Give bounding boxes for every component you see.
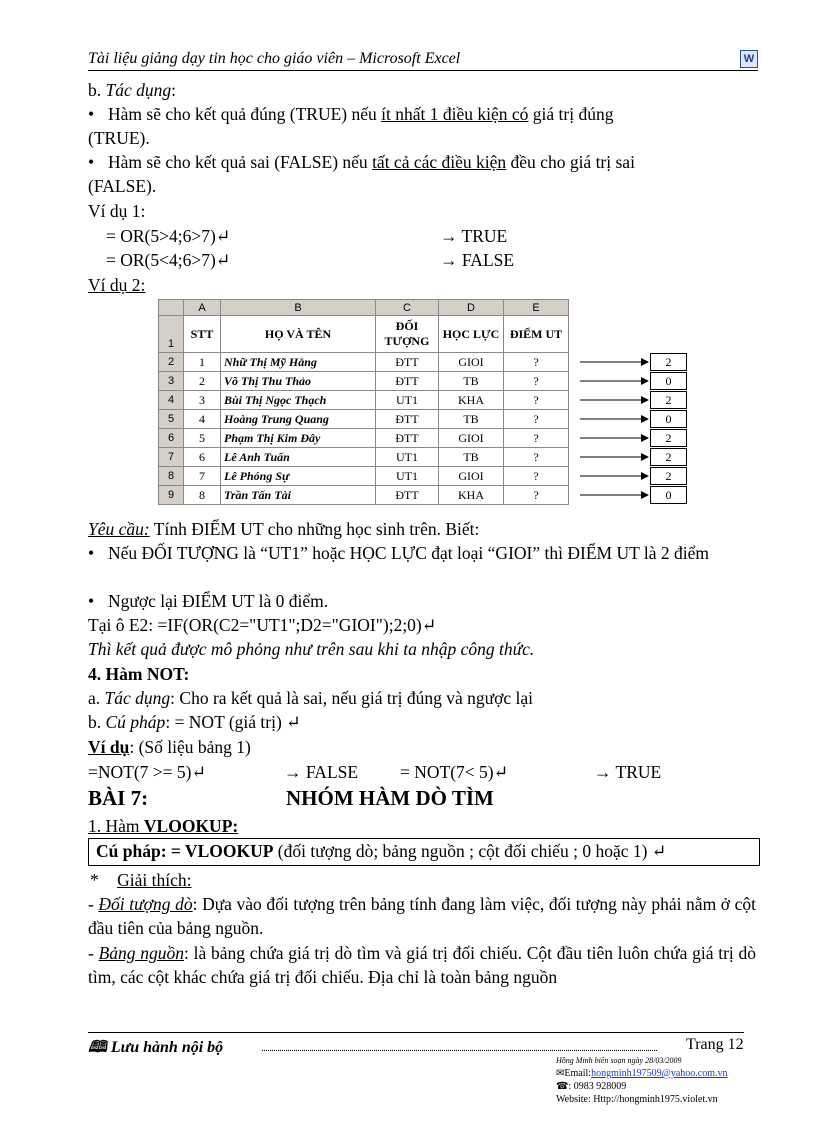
page-header-title: Tài liệu giảng dạy tin học cho giáo viên – Microsoft Excel: [88, 50, 461, 67]
syntax-rest: (đối tượng dò; bảng nguồn ; cột đối chiếu ; 0 hoặc 1) ↵: [273, 841, 667, 861]
cell-diemut: ?: [504, 448, 569, 467]
para-bangnguon: [88, 941, 756, 989]
footer-left-text: Lưu hành nội bộ: [110, 1039, 224, 1056]
a-label: a.: [88, 688, 101, 708]
vidu-line: [88, 735, 251, 759]
cell-hocluc: KHA: [439, 391, 504, 410]
row-number: 7: [159, 448, 184, 467]
vlookup-heading: [88, 814, 238, 838]
bullet2-pre: Hàm sẽ cho kết quả sai (FALSE) nếu: [108, 152, 373, 172]
cell-stt: 2: [184, 372, 221, 391]
book-icon: 🕮: [88, 1039, 107, 1056]
cell-hocluc: GIOI: [439, 467, 504, 486]
footer-dots: [262, 1040, 657, 1051]
a-tacdung: Tác dụng: [104, 688, 171, 708]
result-box: 2: [650, 391, 687, 409]
cell-diemut: ?: [504, 429, 569, 448]
cell-stt: 1: [184, 353, 221, 372]
dash: -: [88, 943, 99, 963]
p2-label: Bảng nguồn: [98, 943, 185, 963]
bullet-dot: •: [88, 543, 95, 563]
cell-doituong: ĐTT: [376, 353, 439, 372]
syntax-line: [96, 839, 666, 863]
bai7-label: BÀI 7:: [88, 786, 149, 810]
row-number: 5: [159, 410, 184, 429]
cell-diemut: ?: [504, 486, 569, 505]
yeucau-text: Tính ĐIỂM UT cho những học sinh trên. Biết:: [149, 519, 480, 539]
p1-label: Đối tượng dò: [98, 894, 193, 914]
col-header-a: A: [184, 300, 221, 316]
cell-stt: 7: [184, 467, 221, 486]
cell-hocluc: GIOI: [439, 353, 504, 372]
footer-website[interactable]: Website: Http://hongminh1975.violet.vn: [556, 1094, 718, 1105]
vidu2-label: Ví dụ 2:: [88, 275, 146, 295]
col-header-b: B: [221, 300, 376, 316]
para-doituongdo: [88, 892, 756, 940]
header-stt: STT: [184, 316, 221, 353]
not-a-line: [88, 686, 533, 710]
word-icon: W: [740, 50, 758, 68]
result-box: 0: [650, 486, 687, 504]
note-line: Thì kết quả được mô phỏng như trên sau khi ta nhập công thức.: [88, 639, 535, 659]
vidu-text: : (Số liệu bảng 1): [129, 737, 251, 757]
syntax-bold: Cú pháp: = VLOOKUP: [96, 841, 274, 861]
ex1-result: → TRUE: [440, 226, 508, 246]
result-box: 0: [650, 410, 687, 428]
giaithich-star: *: [90, 870, 99, 890]
cell-hocluc: TB: [439, 410, 504, 429]
footer-phone-line: [556, 1081, 626, 1092]
cell-diemut: ?: [504, 372, 569, 391]
cell-stt: 3: [184, 391, 221, 410]
result-box: 2: [650, 353, 687, 371]
row-number: 6: [159, 429, 184, 448]
row-number: 1: [159, 316, 184, 353]
result-box: 0: [650, 372, 687, 390]
result-box: 2: [650, 448, 687, 466]
cell-name: Trần Tấn Tài: [221, 486, 376, 505]
vidu1-label: Ví dụ 1:: [88, 201, 146, 221]
cell-name: Bùi Thị Ngọc Thạch: [221, 391, 376, 410]
email-label: Email:: [564, 1068, 592, 1079]
giaithich-label: Giải thích:: [117, 870, 192, 890]
cell-name: Lê Phóng Sự: [221, 467, 376, 486]
bullet2-cont: (FALSE).: [88, 176, 157, 196]
bullet1-underlined: ít nhất 1 điều kiện có: [381, 104, 529, 124]
cell-doituong: UT1: [376, 448, 439, 467]
cell-hocluc: GIOI: [439, 429, 504, 448]
cell-name: Lê Anh Tuấn: [221, 448, 376, 467]
not2-result: → TRUE: [594, 762, 662, 782]
header-doituong: ĐỐI TƯỢNG: [376, 316, 439, 353]
giaithich-line: [90, 868, 191, 892]
cell-name: Phạm Thị Kim Đây: [221, 429, 376, 448]
col-header-e: E: [504, 300, 569, 316]
bai7-title: NHÓM HÀM DÒ TÌM: [286, 786, 494, 810]
cond1-text: Nếu ĐỐI TƯỢNG là “UT1” hoặc HỌC LỰC đạt loại “GIOI” thì ĐIỂM UT là 2 điểm: [108, 543, 709, 563]
page-number: Trang 12: [686, 1036, 744, 1053]
phone-icon: ☎: [556, 1081, 569, 1092]
footer-credit: Hồng Minh biên soạn ngày 28/03/2009: [556, 1056, 682, 1065]
cell-diemut: ?: [504, 391, 569, 410]
cell-hocluc: TB: [439, 372, 504, 391]
header-diemut: ĐIỂM UT: [504, 316, 569, 353]
vidu-label: Ví dụ: [88, 737, 130, 757]
cell-name: Hoàng Trung Quang: [221, 410, 376, 429]
result-box: 2: [650, 429, 687, 447]
not1-result: → FALSE: [284, 762, 359, 782]
cell-name: Võ Thị Thu Thảo: [221, 372, 376, 391]
ex2-formula: = OR(5<4;6>7)↵: [106, 250, 231, 270]
cell-stt: 4: [184, 410, 221, 429]
cell-stt: 5: [184, 429, 221, 448]
ex2-result: → FALSE: [440, 250, 515, 270]
cond2-text: Ngược lại ĐIỂM UT là 0 điểm.: [108, 591, 329, 611]
cell-stt: 6: [184, 448, 221, 467]
b-colon: :: [171, 80, 176, 100]
cell-hocluc: KHA: [439, 486, 504, 505]
bullet1-cont: (TRUE).: [88, 128, 150, 148]
ex1-formula: = OR(5>4;6>7)↵: [106, 226, 231, 246]
bullet1-pre: Hàm sẽ cho kết quả đúng (TRUE) nếu: [108, 104, 382, 124]
row-number: 2: [159, 353, 184, 372]
col-header-d: D: [439, 300, 504, 316]
condition-1: [88, 541, 758, 565]
cell-diemut: ?: [504, 467, 569, 486]
cell-diemut: ?: [504, 410, 569, 429]
cell-doituong: ĐTT: [376, 486, 439, 505]
cell-hocluc: TB: [439, 448, 504, 467]
cell-doituong: UT1: [376, 391, 439, 410]
row-number: 8: [159, 467, 184, 486]
a-text: : Cho ra kết quả là sai, nếu giá trị đúng và ngược lại: [170, 688, 533, 708]
bullet1-post: giá trị đúng: [528, 104, 614, 124]
row-number: 3: [159, 372, 184, 391]
b-label: b.: [88, 80, 102, 100]
ham-not-title: 4. Hàm NOT:: [88, 664, 190, 684]
yeucau-label: Yêu cầu:: [88, 519, 150, 539]
cell-diemut: ?: [504, 353, 569, 372]
cell-name: Nhữ Thị Mỹ Hằng: [221, 353, 376, 372]
vlookup-pre: 1. Hàm: [88, 816, 144, 836]
condition-2: [88, 589, 328, 613]
not2: = NOT(7< 5)↵: [400, 762, 509, 782]
mail-icon: ✉: [556, 1068, 565, 1079]
bullet-dot: •: [88, 591, 95, 611]
b-cuphap: Cú pháp: [105, 712, 166, 732]
footer-email-line: [556, 1068, 727, 1079]
col-header-c: C: [376, 300, 439, 316]
formula-line: Tại ô E2: =IF(OR(C2="UT1";D2="GIOI");2;0)↵: [88, 615, 437, 635]
phone-number: : 0983 928009: [568, 1081, 627, 1092]
header-hocluc: HỌC LỰC: [439, 316, 504, 353]
header-name: HỌ VÀ TÊN: [221, 316, 376, 353]
b-text: : = NOT (giá trị) ↵: [165, 712, 301, 732]
row-number: 4: [159, 391, 184, 410]
bullet2-post: đều cho giá trị sai: [506, 152, 635, 172]
not1: =NOT(7 >= 5)↵: [88, 762, 207, 782]
not-b-line: [88, 710, 301, 734]
b-label: b.: [88, 712, 102, 732]
footer-left: [88, 1036, 223, 1063]
p1-text: : Dựa vào đối tượng trên bảng tính đang làm việc, đối tượng này phải nằm ở cột đầu tiên của bảng nguồn.: [88, 894, 756, 938]
bullet2-underlined: tất cả các điều kiện: [372, 152, 507, 172]
dash: -: [88, 894, 99, 914]
cell-doituong: UT1: [376, 467, 439, 486]
bullet-dot: •: [88, 104, 95, 124]
b-tacdung: Tác dụng: [105, 80, 172, 100]
footer-divider: [88, 1032, 744, 1033]
bullet-dot: •: [88, 152, 95, 172]
result-box: 2: [650, 467, 687, 485]
cell-stt: 8: [184, 486, 221, 505]
cell-doituong: ĐTT: [376, 429, 439, 448]
email-link[interactable]: hongminh197509@yahoo.com.vn: [591, 1068, 728, 1079]
cell-doituong: ĐTT: [376, 410, 439, 429]
row-number: 9: [159, 486, 184, 505]
vlookup-bold: VLOOKUP:: [143, 816, 239, 836]
p2-text: : là bảng chứa giá trị dò tìm và giá trị đối chiếu. Cột đầu tiên luôn chứa giá trị dò tìm, các cột khác chứa giá trị đối chiếu. Địa chỉ là toàn bảng nguồn: [88, 943, 757, 987]
cell-doituong: ĐTT: [376, 372, 439, 391]
yeucau: [88, 517, 479, 541]
